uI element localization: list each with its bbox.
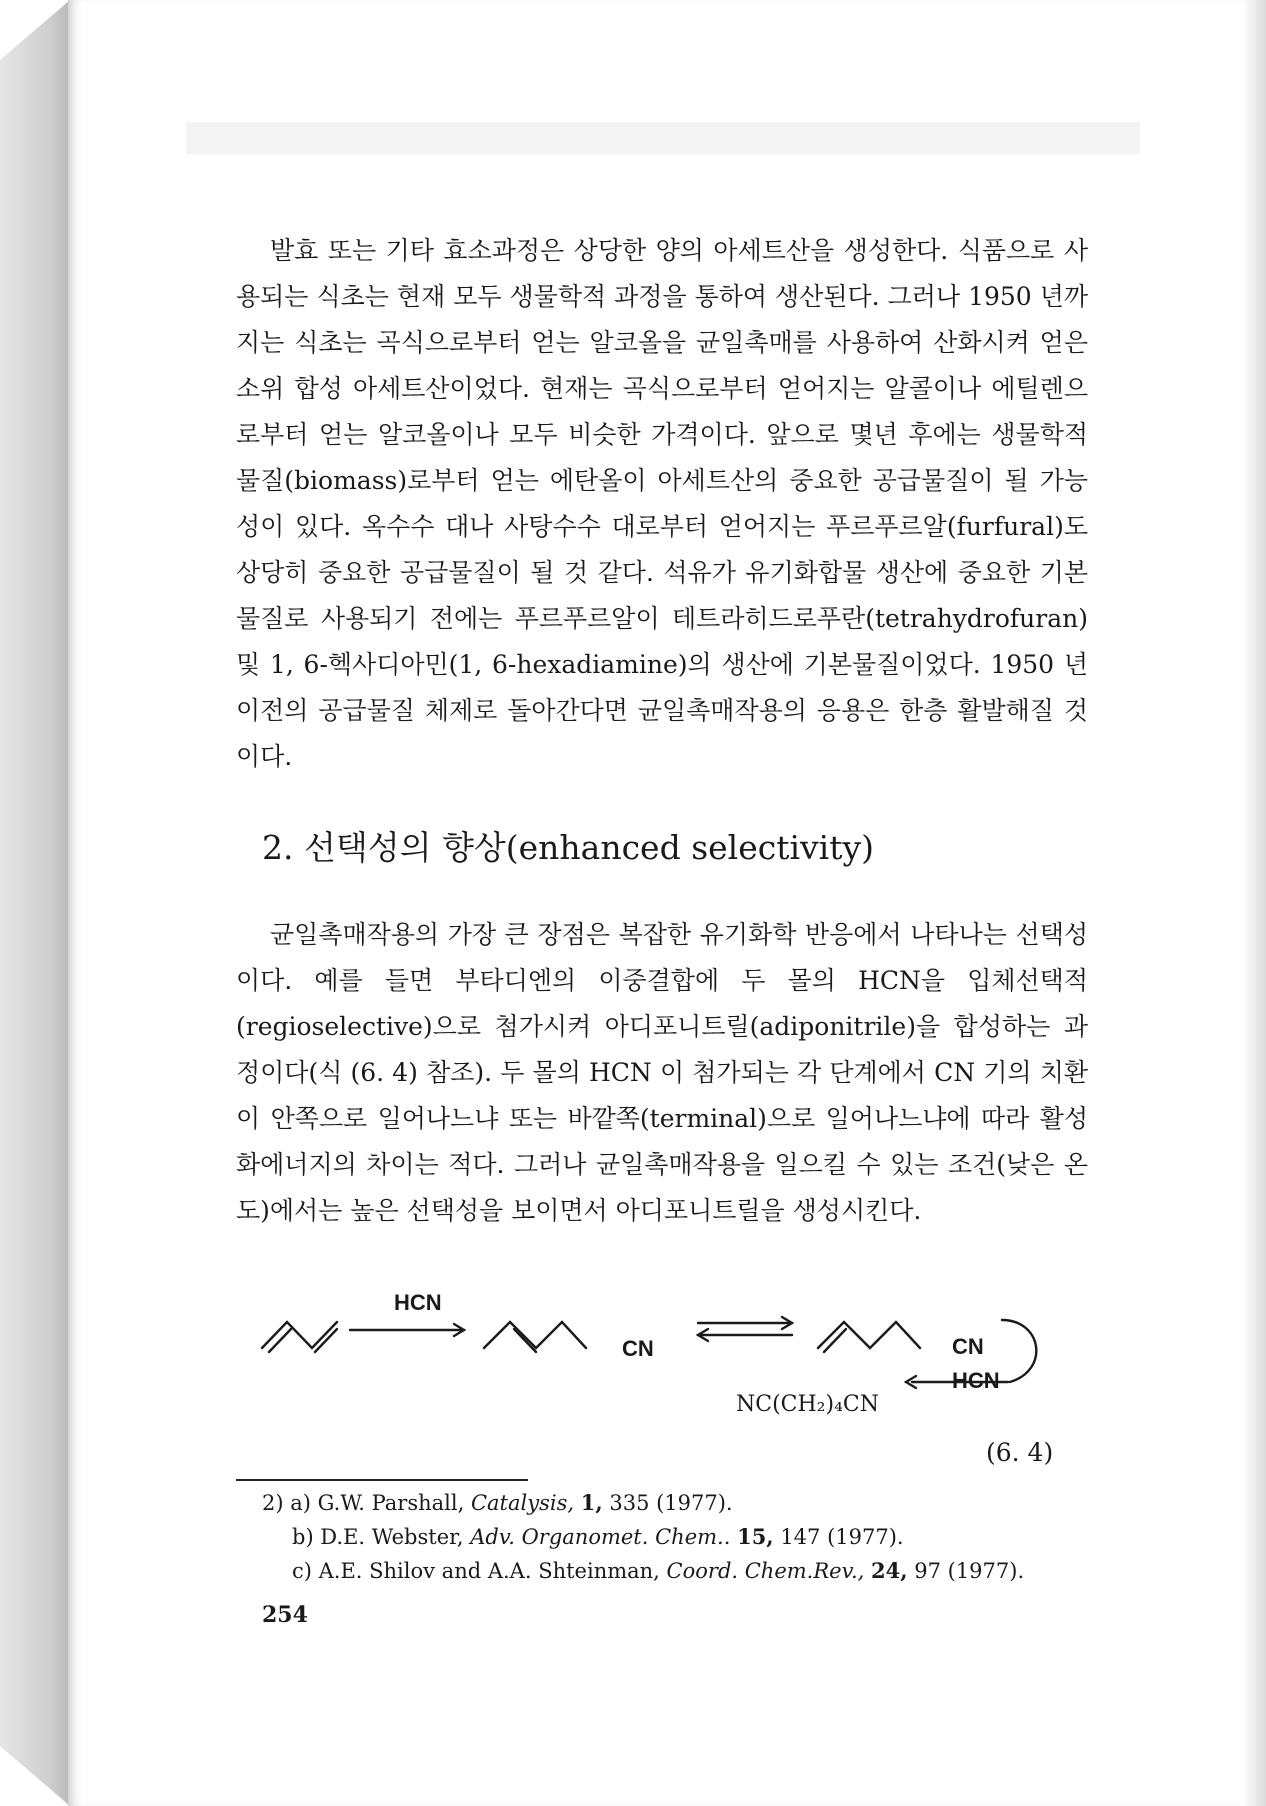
paragraph-1-text: 발효 또는 기타 효소과정은 상당한 양의 아세트산을 생성한다. 식품으로 사용되는 식초는 현재 모두 생물학적 과정을 통하여 생산된다. 그러나 1950 년까지는 식초는 곡식으로부터 얻는 알코올을 균일촉매를 사용하여 산화시켜 얻은 소위 합성 아세트산이었다. 현재는 곡식으로부터 얻어지는 알콜이나 에틸렌으로부터 얻는 알코올이나 모두 비슷한 가격이다. 앞으로 몇년 후에는 생물학적 물질(biomass)로부터 얻는 에탄올이 아세트산의 중요한 공급물질이 될 가능성이 있다. 옥수수 대나 사탕수수 대로부터 얻어지는 푸르푸르알(furfural)도 상당히 중요한 공급물질이 될 것 같다. 석유가 유기화합물 생산에 중요한 기본물질로 사용되기 전에는 푸르푸르알이 테트라히드로푸란(tetrahydrofuran) 및 1, 6-헥사디아민(1, 6-hexadiamine)의 생산에 기본물질이었다. 1950 년 이전의 공급물질 체제로 돌아간다면 균일촉매작용의 응용은 한층 활발해질 것이다.	[236, 236, 1088, 771]
footnote-a-volume: 1,	[580, 1490, 603, 1515]
reaction-arrow-1	[350, 1324, 464, 1336]
footnote-c-authors: c) A.E. Shilov and A.A. Shteinman,	[292, 1559, 660, 1583]
footnote-b	[262, 1520, 1102, 1554]
section-heading: 2. 선택성의 향상(enhanced selectivity)	[262, 828, 875, 867]
scan-header-band	[186, 122, 1140, 154]
page-number: 254	[262, 1602, 308, 1628]
footnote-b-authors: b) D.E. Webster,	[292, 1525, 464, 1549]
footnote-c-volume: 24,	[871, 1558, 908, 1583]
equilibrium-arrows	[698, 1317, 792, 1341]
nitrile-label-1: CN	[622, 1336, 654, 1361]
footnote-a-pages: 335 (1977).	[609, 1491, 733, 1515]
pentenenitrile-structure	[484, 1322, 586, 1352]
footnote-a-authors: 2) a) G.W. Parshall,	[262, 1491, 465, 1515]
footnote-b-volume: 15,	[737, 1524, 774, 1549]
reagent-hcn-2: HCN	[952, 1368, 1000, 1393]
paragraph-fermentation	[236, 228, 1088, 780]
book-spine	[0, 0, 70, 1806]
reaction-diagram	[252, 1290, 1102, 1430]
equation-number: (6. 4)	[986, 1438, 1054, 1467]
nitrile-label-2: CN	[952, 1334, 984, 1359]
reaction-scheme	[252, 1290, 1102, 1430]
terminal-nitrile-structure	[818, 1322, 920, 1352]
adiponitrile-product: NC(CH₂)₄CN	[736, 1392, 879, 1417]
reagent-hcn-1: HCN	[394, 1290, 442, 1315]
page-edge-shadow	[1242, 0, 1266, 1806]
footnote-b-journal: Adv. Organomet. Chem..	[470, 1525, 731, 1549]
footnote-c-journal: Coord. Chem.Rev.,	[666, 1559, 865, 1583]
paragraph-2-text: 균일촉매작용의 가장 큰 장점은 복잡한 유기화학 반응에서 나타나는 선택성이다. 예를 들면 부타디엔의 이중결합에 두 몰의 HCN을 입체선택적(regioselective)으로 첨가시켜 아디포니트릴(adiponitrile)을 합성하는 과정이다(식 (6. 4) 참조). 두 몰의 HCN 이 첨가되는 각 단계에서 CN 기의 치환이 안쪽으로 일어나느냐 또는 바깥쪽(terminal)으로 일어나느냐에 따라 활성화에너지의 차이는 적다. 그러나 균일촉매작용을 일으킬 수 있는 조건(낮은 온도)에서는 높은 선택성을 보이면서 아디포니트릴을 생성시킨다.	[236, 920, 1088, 1225]
footnote-b-pages: 147 (1977).	[780, 1525, 904, 1549]
butadiene-structure	[262, 1322, 337, 1352]
footnote-a-journal: Catalysis,	[470, 1491, 575, 1515]
footnote-c-pages: 97 (1977).	[914, 1559, 1025, 1583]
footnote-a	[262, 1486, 1102, 1520]
footnote-divider	[236, 1479, 528, 1481]
paragraph-selectivity	[236, 912, 1088, 1234]
footnotes	[262, 1486, 1102, 1588]
footnote-c	[262, 1554, 1102, 1588]
